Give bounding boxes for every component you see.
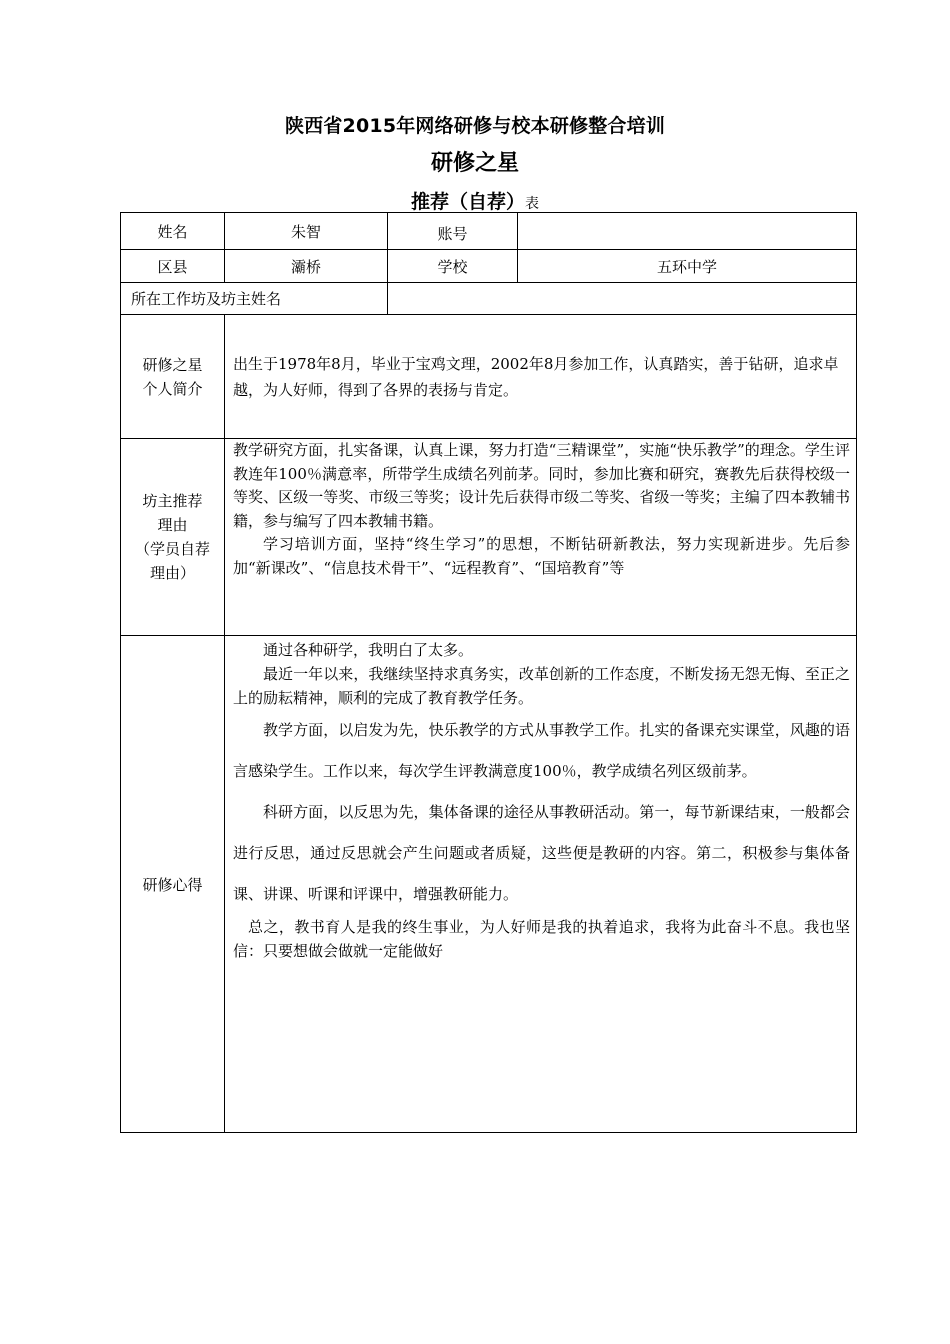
bio-label-line-2: 个人简介 [142,379,203,398]
school-label: 学校 [388,250,518,283]
experience-paragraph-1: 通过各种研学，我明白了太多。 [263,641,474,659]
name-label: 姓名 [121,213,225,250]
form-name [0,187,950,214]
bio-cell [225,315,857,439]
experience-cell [225,636,857,1133]
reason-paragraph-1: 教学研究方面，扎实备课，认真上课，努力打造“三精课堂”，实施“快乐教学”的理念。学生评教连年100％满意率，所带学生成绩名列前茅。同时，参加比赛和研究，赛教先后获得校级一等奖、区级一等奖、市级三等奖；设计先后获得市级二等奖、省级一等奖；主编了四本教辅书籍，参与编写了四本教辅书籍。 [233,441,850,530]
table-row-reason [121,439,857,636]
district-label: 区县 [121,250,225,283]
form-name-suffix: 表 [525,196,539,212]
document-subtitle: 研修之星 [430,151,519,176]
experience-paragraph-4: 科研方面，以反思为先，集体备课的途径从事教研活动。第一，每节新课结束，一般都会进行反思，通过反思就会产生问题或者质疑，这些便是教研的内容。第二，积极参与集体备课、讲课、听课和评课中，增强教研能力。 [233,803,850,903]
table-row-name [121,213,857,250]
workshop-value [388,283,857,315]
reason-paragraph-2: 学习培训方面，坚持“终生学习”的思想，不断钻研新教法，努力实现新进步。先后参加“新课改”、“信息技术骨干”、“远程教育”、“国培教育”等 [233,535,850,577]
experience-label: 研修心得 [121,636,225,1133]
experience-paragraph-5: 总之，教书育人是我的终生事业，为人好师是我的执着追求，我将为此奋斗不息。我也坚信：只要想做会做就一定能做好 [233,918,850,960]
form-name-bold: 推荐（自荐） [410,191,525,213]
reason-label-line-4: 理由） [149,564,195,582]
workshop-label: 所在工作坊及坊主姓名 [121,283,388,315]
bio-label-line-1: 研修之星 [142,355,203,374]
table-row-district [121,250,857,283]
reason-label-line-3: （学员自荐 [134,540,210,558]
account-value [518,213,857,250]
reason-cell [225,439,857,636]
document-title: 陕西省2015年网络研修与校本研修整合培训 [284,115,666,137]
reason-label [121,439,225,636]
table-row-workshop [121,283,857,315]
school-value: 五环中学 [518,250,857,283]
table-row-bio [121,315,857,439]
experience-paragraph-2: 最近一年以来，我继续坚持求真务实，改革创新的工作态度，不断发扬无怨无悔、至正之上的励耘精神，顺利的完成了教育教学任务。 [233,665,850,707]
reason-label-line-1: 坊主推荐 [142,492,203,510]
bio-label [121,315,225,439]
reason-label-line-2: 理由 [157,516,188,534]
recommendation-form-table [120,212,857,1133]
district-value: 灞桥 [225,250,388,283]
table-row-experience [121,636,857,1133]
name-value: 朱智 [225,213,388,250]
account-label: 账号 [388,213,518,250]
bio-text: 出生于1978年8月，毕业于宝鸡文理，2002年8月参加工作，认真踏实，善于钻研，追求卓越，为人好师，得到了各界的表扬与肯定。 [233,354,839,399]
experience-paragraph-3: 教学方面，以启发为先，快乐教学的方式从事教学工作。扎实的备课充实课堂，风趣的语言感染学生。工作以来，每次学生评教满意度100％，教学成绩名列区级前茅。 [233,721,850,780]
